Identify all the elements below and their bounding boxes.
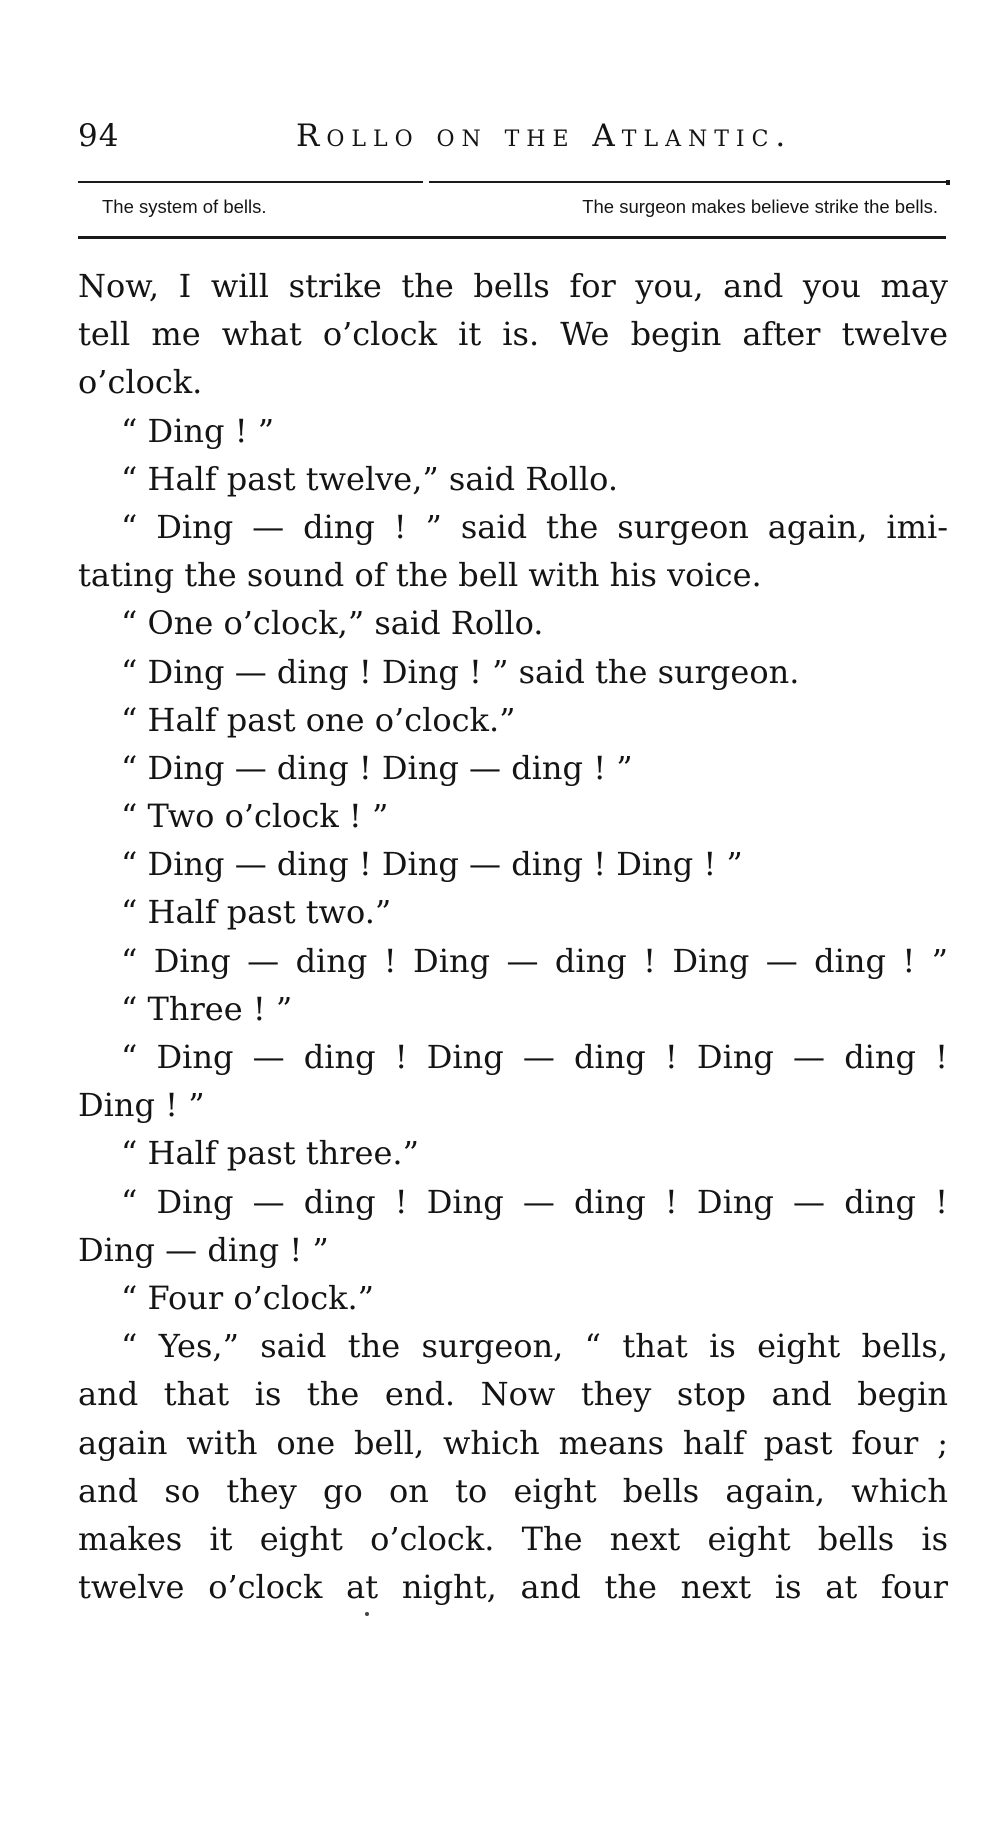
- text-line: “ Ding — ding ! Ding — ding ! Ding ! ”: [121, 845, 743, 884]
- text-line: “ Three ! ”: [121, 989, 293, 1028]
- text-line: Now, I will strike the bells for you, and you may: [78, 267, 948, 305]
- text-line: “ Ding — ding ! Ding — ding ! ”: [121, 748, 633, 787]
- page-header: [78, 118, 948, 168]
- text-line: and that is the end. Now they stop and begin: [78, 1375, 948, 1414]
- header-rule-top: [78, 181, 946, 183]
- rule-split: [423, 181, 429, 183]
- text-line: “ Two o’clock ! ”: [121, 797, 389, 836]
- text-line: “ Ding — ding ! Ding — ding ! Ding — ding !: [121, 1182, 948, 1221]
- text-line: “ Half past one o’clock.”: [121, 700, 516, 739]
- text-line: o’clock.: [78, 363, 203, 402]
- ink-speck: [365, 1612, 369, 1616]
- text-line: tell me what o’clock it is. We begin after twelve: [78, 315, 948, 354]
- text-line: tating the sound of the bell with his voice.: [78, 556, 762, 595]
- text-line: again with one bell, which means half past four ;: [78, 1423, 948, 1462]
- shoulder-note-right: The surgeon makes believe strike the bells.: [582, 196, 938, 217]
- text-line: “ Ding — ding ! Ding — ding ! Ding — ding ! ”: [121, 941, 948, 980]
- text-line: “ Half past two.”: [121, 893, 392, 932]
- text-line: “ One o’clock,” said Rollo.: [121, 604, 544, 643]
- text-line: “ Half past twelve,” said Rollo.: [121, 459, 619, 498]
- text-line: “ Ding — ding ! ” said the surgeon again, imi-: [121, 507, 948, 546]
- shoulder-note-left: The system of bells.: [102, 196, 267, 217]
- page-number: 94: [78, 118, 120, 154]
- text-line: and so they go on to eight bells again, which: [78, 1471, 948, 1510]
- text-line: “ Four o’clock.”: [121, 1278, 375, 1317]
- shoulder-notes: [78, 196, 946, 222]
- text-line: “ Ding ! ”: [121, 411, 275, 450]
- body-text: [78, 262, 948, 1611]
- header-rule-bottom: [78, 236, 946, 239]
- text-line: “ Yes,” said the surgeon, “ that is eight bells,: [121, 1327, 948, 1366]
- rule-end-mark: [946, 180, 950, 185]
- text-line: “ Ding — ding ! Ding ! ” said the surgeon.: [121, 652, 800, 691]
- text-line: makes it eight o’clock. The next eight bells is: [78, 1519, 948, 1558]
- text-line: “ Ding — ding ! Ding — ding ! Ding — ding !: [121, 1038, 948, 1076]
- text-line: twelve o’clock at night, and the next is at four: [78, 1568, 948, 1607]
- running-title: Rollo on the Atlantic.: [296, 118, 793, 154]
- text-line: Ding — ding ! ”: [78, 1230, 329, 1269]
- text-line: “ Half past three.”: [121, 1134, 419, 1173]
- text-line: Ding ! ”: [78, 1086, 205, 1125]
